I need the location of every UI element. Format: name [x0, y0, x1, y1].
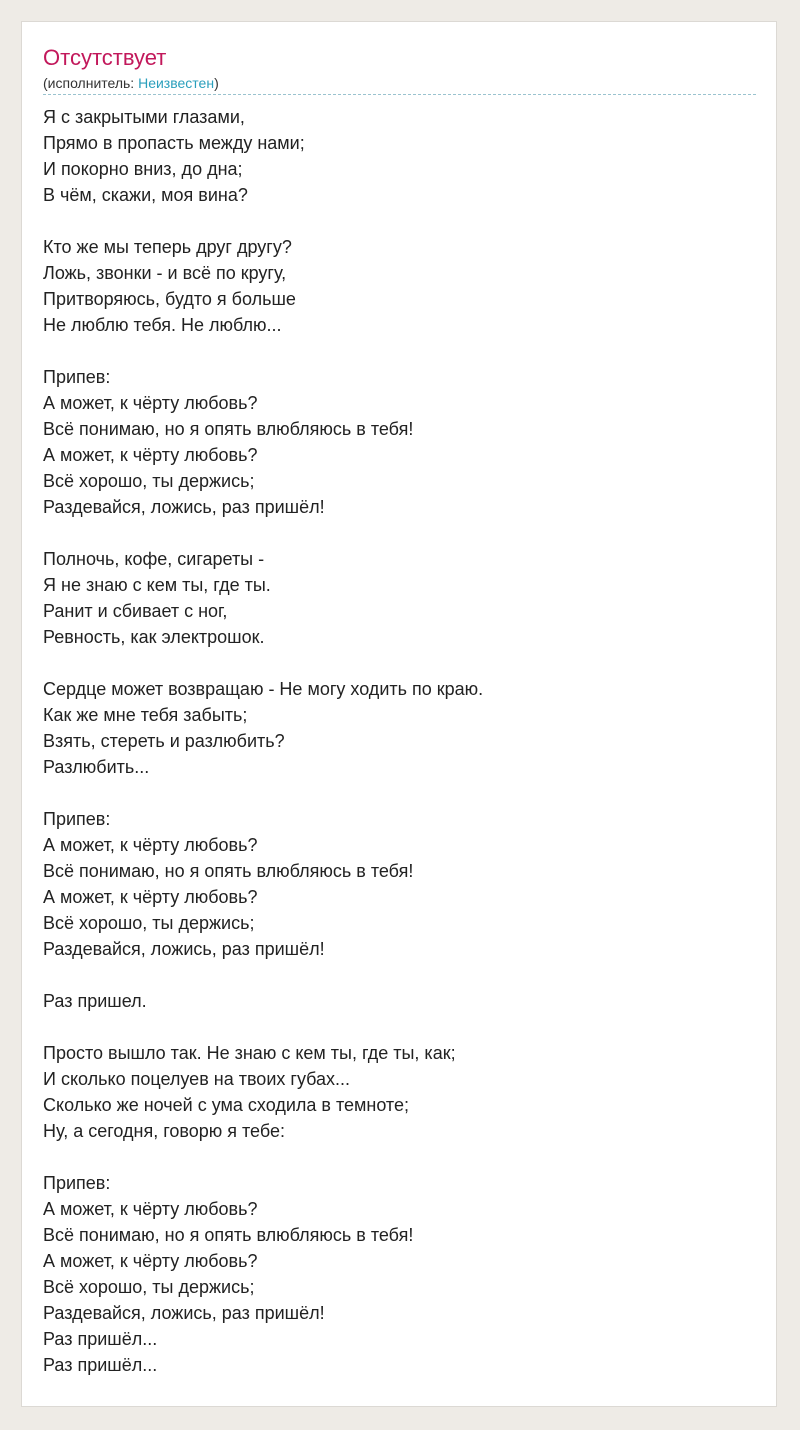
artist-link[interactable]: Неизвестен: [138, 75, 215, 91]
song-title: Отсутствует: [43, 45, 167, 70]
artist-line: [43, 74, 219, 92]
artist-suffix: ): [214, 75, 219, 91]
lyrics-card: [21, 21, 777, 1407]
lyrics-text: Я с закрытыми глазами, Прямо в пропасть между нами; И покорно вниз, до дна; В чём, скажи, моя вина? Кто же мы теперь друг другу? Ложь, звонки - и всё по кругу, Притворяюсь, будто я больше Не люблю тебя. Не люблю... Припев: А может, к чёрту любовь? Всё понимаю, но я опять влюбляюсь в тебя! А может, к чёрту любовь? Всё хорошо, ты держись; Раздевайся, ложись, раз пришёл! Полночь, кофе, сигареты - Я не знаю с кем ты, где ты. Ранит и сбивает с ног, Ревность, как электрошок. Сердце может возвращаю - Не могу ходить по краю. Как же мне тебя забыть; Взять, стереть и разлюбить? Разлюбить... Припев: А может, к чёрту любовь? Всё понимаю, но я опять влюбляюсь в тебя! А может, к чёрту любовь? Всё хорошо, ты держись; Раздевайся, ложись, раз пришёл! Раз пришел. Просто вышло так. Не знаю с кем ты, где ты, как; И сколько поцелуев на твоих губах... Сколько же ночей с ума сходила в темноте; Ну, а сегодня, говорю я тебе: Припев: А может, к чёрту любовь? Всё понимаю, но я опять влюбляюсь в тебя! А может, к чёрту любовь? Всё хорошо, ты держись; Раздевайся, ложись, раз пришёл! Раз пришёл... Раз пришёл...: [43, 107, 484, 1375]
artist-prefix: (исполнитель:: [43, 75, 139, 91]
title-divider: [43, 94, 756, 95]
